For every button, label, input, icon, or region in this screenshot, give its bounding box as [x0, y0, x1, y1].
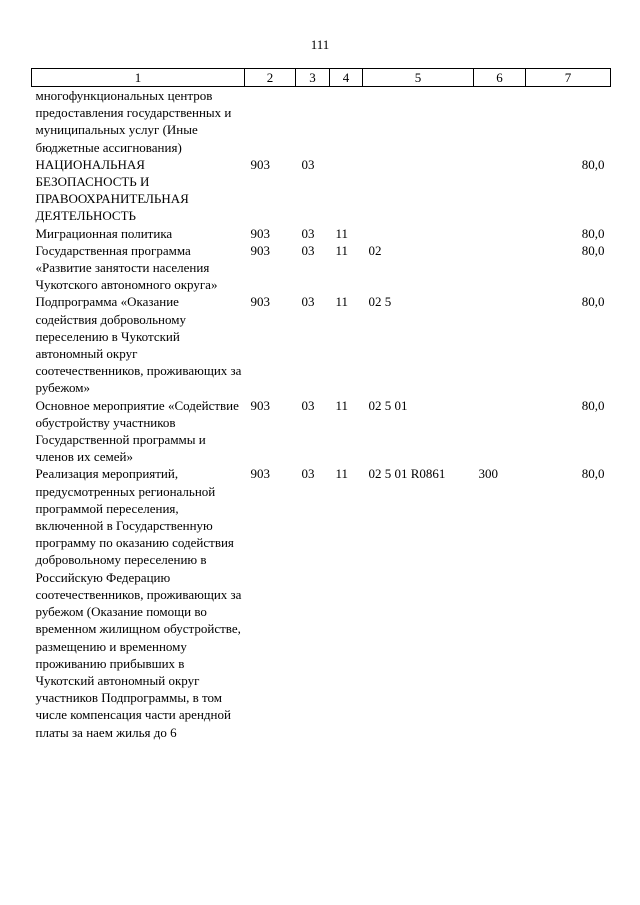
page-number: 111	[310, 37, 330, 52]
row-name: Миграционная политика	[35, 225, 173, 241]
row-subsection: 11	[335, 242, 349, 258]
row-amount: 80,0	[581, 156, 605, 172]
row-name: многофункциональных центров предоставления государственных и муниципальных услуг (Иные бюджетные ассигнования)	[35, 88, 232, 155]
row-grbs: 903	[250, 294, 270, 310]
row-section: 03	[301, 397, 315, 413]
row-grbs	[245, 87, 296, 156]
table-header	[32, 69, 611, 87]
row-name: НАЦИОНАЛЬНАЯ БЕЗОПАСНОСТЬ И ПРАВООХРАНИТЕЛЬНАЯ ДЕЯТЕЛЬНОСТЬ	[35, 156, 189, 224]
row-expense-type: 300	[478, 466, 498, 482]
row-grbs: 903	[250, 225, 270, 241]
row-amount: 80,0	[581, 466, 605, 482]
row-target-article	[363, 225, 474, 242]
row-subsection: 11	[335, 294, 349, 310]
table-row	[32, 397, 611, 466]
table-row	[32, 225, 611, 242]
table-row	[32, 242, 611, 294]
budget-table	[31, 68, 611, 741]
row-target-article: 02 5 01	[368, 397, 408, 413]
header-col-3: 3	[296, 69, 330, 87]
header-col-6: 6	[474, 69, 526, 87]
row-section: 03	[301, 156, 315, 172]
row-target-article	[363, 156, 474, 225]
row-name: Подпрограмма «Оказание содействия добровольному переселению в Чукотский автономный округ соотечественников, проживающих за рубежом»	[35, 294, 242, 396]
row-section: 03	[301, 466, 315, 482]
row-section: 03	[301, 294, 315, 310]
table-row	[32, 465, 611, 740]
row-expense-type	[474, 156, 526, 225]
row-target-article: 02	[368, 242, 382, 258]
row-subsection: 11	[335, 225, 349, 241]
row-grbs: 903	[250, 242, 270, 258]
row-section: 03	[301, 242, 315, 258]
header-col-1: 1	[32, 69, 245, 87]
row-amount: 80,0	[581, 242, 605, 258]
row-subsection	[330, 156, 363, 225]
row-expense-type	[474, 225, 526, 242]
row-amount: 80,0	[581, 294, 605, 310]
row-expense-type	[474, 87, 526, 156]
table-row	[32, 293, 611, 396]
header-col-5: 5	[363, 69, 474, 87]
row-section: 03	[301, 225, 315, 241]
row-subsection: 11	[335, 466, 349, 482]
row-name: Государственная программа «Развитие занятости населения Чукотского автономного округа»	[35, 242, 218, 293]
row-grbs: 903	[250, 156, 270, 172]
row-subsection: 11	[335, 397, 349, 413]
row-target-article	[363, 87, 474, 156]
row-target-article: 02 5 01 R0861	[368, 466, 446, 482]
row-section	[296, 87, 330, 156]
row-grbs: 903	[250, 397, 270, 413]
row-subsection	[330, 87, 363, 156]
header-col-4: 4	[330, 69, 363, 87]
table-row	[32, 87, 611, 156]
row-expense-type	[474, 242, 526, 294]
row-amount: 80,0	[581, 225, 605, 241]
table-row	[32, 156, 611, 225]
row-name: Реализация мероприятий, предусмотренных региональной программой переселения, включенной в Государственную программу по оказанию содействия добровольному переселению в Российскую Федерацию соотечественников, проживающих за рубежом (Оказание помощи во временном жилищном обустройстве, размещению и временному проживанию прибывших в Чукотский автономный округ участников Подпрограммы, в том числе компенсация части арендной платы за наем жилья до 6	[35, 466, 242, 740]
row-name: Основное мероприятие «Содействие обустройству участников Государственной программы и членов их семей»	[35, 397, 239, 465]
row-amount: 80,0	[581, 397, 605, 413]
row-expense-type	[474, 397, 526, 466]
header-col-7: 7	[526, 69, 611, 87]
row-amount	[526, 87, 611, 156]
row-grbs: 903	[250, 466, 270, 482]
header-row	[32, 69, 611, 87]
table-body	[32, 87, 611, 741]
header-col-2: 2	[245, 69, 296, 87]
row-target-article: 02 5	[368, 294, 392, 310]
row-expense-type	[474, 293, 526, 396]
